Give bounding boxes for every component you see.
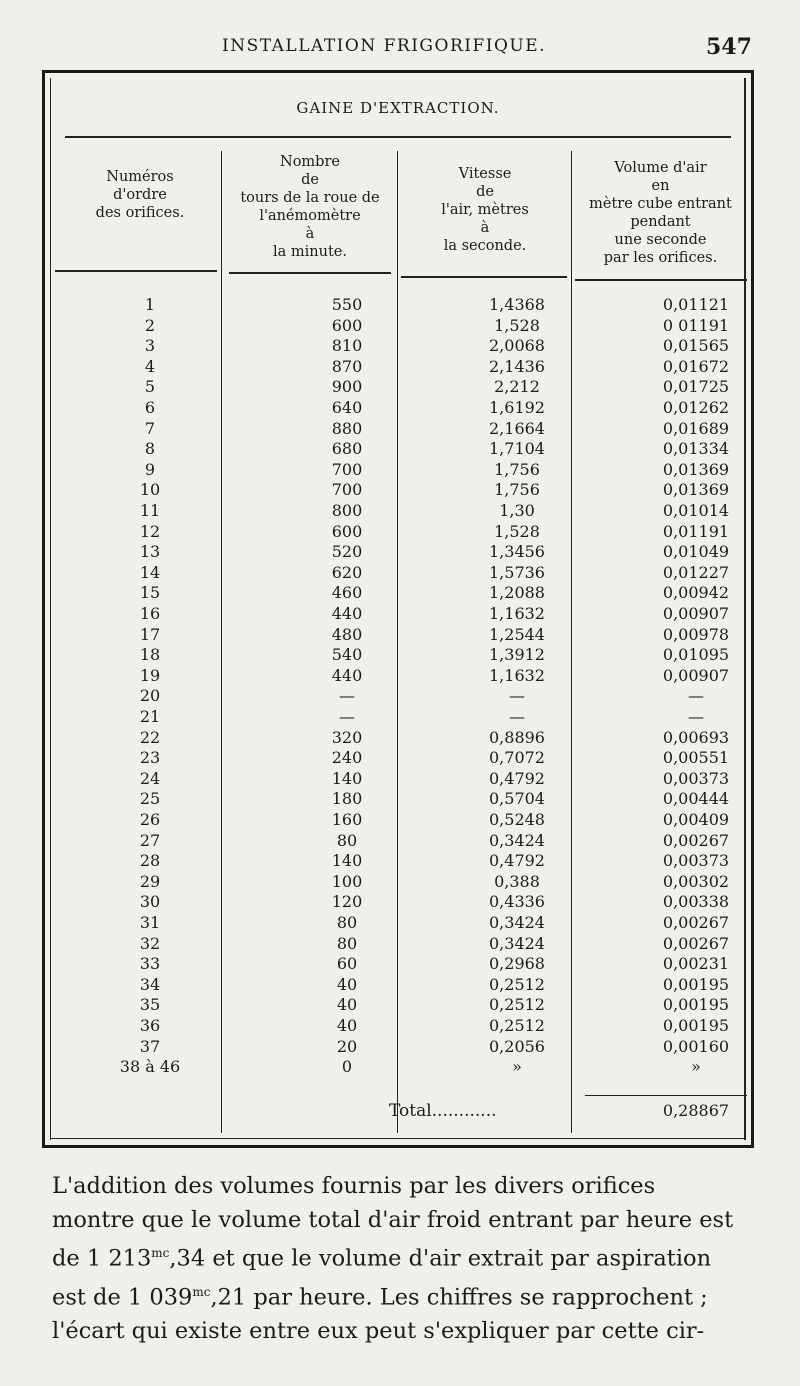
orifice-number-cell: 17 [139, 624, 161, 644]
body-line-text: de 1 213 [52, 1245, 152, 1272]
air-volume-cell: 0,00195 [662, 995, 730, 1015]
revolutions-cell: 480 [331, 624, 363, 644]
table-row [45, 625, 751, 646]
orifice-number-cell: 3 [144, 336, 156, 356]
air-speed-cell: 0,5704 [489, 789, 545, 809]
orifice-number-cell: 12 [139, 521, 161, 541]
table-row [45, 995, 751, 1016]
air-speed-cell: 0,3424 [489, 933, 545, 953]
revolutions-cell: 880 [331, 418, 363, 438]
air-speed-cell: 0,4792 [489, 851, 545, 871]
revolutions-cell: 80 [336, 913, 358, 932]
air-volume-cell: 0,01334 [662, 439, 730, 459]
revolutions-cell: 520 [331, 542, 363, 562]
air-speed-cell: 0,2512 [489, 1016, 545, 1035]
table-row [45, 377, 751, 398]
body-line-text: montre que le volume total d'air froid entrant par heure est [52, 1206, 734, 1233]
header-line: Numéros [106, 169, 174, 185]
air-speed-cell: 2,0068 [489, 336, 545, 356]
running-title: INSTALLATION FRIGORIFIQUE. [222, 36, 547, 56]
table-row [45, 563, 751, 584]
table-caption: GAINE D'EXTRACTION. [296, 99, 500, 117]
orifice-number-cell: 14 [139, 562, 161, 582]
air-speed-cell: 0,5248 [489, 810, 545, 829]
air-volume-cell: 0,01262 [662, 398, 730, 417]
table-row [45, 1037, 751, 1058]
table-row [45, 522, 751, 543]
revolutions-cell: 870 [331, 356, 363, 376]
orifice-number-cell: 21 [139, 707, 161, 726]
orifice-number-cell: 27 [139, 830, 161, 850]
air-speed-cell: 1,3912 [489, 645, 545, 665]
total-label: Total............ [389, 1101, 497, 1121]
revolutions-cell: 120 [331, 892, 363, 912]
table-row [45, 686, 751, 707]
revolutions-cell: 40 [336, 995, 358, 1015]
orifice-number-cell: 5 [144, 377, 156, 397]
table-row [45, 398, 751, 419]
air-volume-cell: 0,00907 [662, 604, 730, 623]
table-row [45, 583, 751, 604]
header-line: en [651, 178, 670, 194]
header-line: à [480, 220, 490, 236]
orifice-number-cell: 24 [139, 768, 161, 788]
air-speed-cell: 0,388 [494, 871, 540, 891]
air-speed-cell: 1,756 [494, 459, 540, 479]
air-volume-cell: 0,00195 [662, 1016, 730, 1035]
air-speed-cell: 1,3456 [489, 542, 545, 562]
orifice-number-cell: 20 [139, 686, 161, 706]
header-line: mètre cube entrant [589, 196, 732, 212]
orifice-number-cell: 36 [139, 1016, 161, 1035]
air-speed-cell: — [509, 686, 525, 706]
air-speed-cell: 1,528 [494, 315, 540, 335]
orifice-number-cell: 34 [139, 974, 161, 994]
air-volume-cell: 0,01049 [662, 542, 730, 562]
header-line: pendant [630, 214, 691, 230]
air-speed-cell: 0,2968 [489, 954, 545, 974]
revolutions-cell: 40 [336, 974, 358, 994]
air-speed-cell: 1,5736 [489, 562, 545, 582]
air-volume-cell: 0,00551 [662, 748, 730, 768]
orifice-number-cell: 13 [139, 542, 161, 562]
air-volume-cell: 0,01095 [662, 645, 730, 665]
table-row [45, 460, 751, 481]
body-line-text: ,21 par heure. Les chiffres se rapprochent ; [210, 1284, 708, 1311]
air-speed-cell: 0,4792 [489, 768, 545, 788]
revolutions-cell: 800 [331, 501, 363, 520]
air-volume-cell: 0,01565 [662, 336, 730, 356]
air-volume-cell: 0,01725 [662, 377, 730, 397]
air-volume-cell: 0,00267 [662, 933, 730, 953]
air-volume-cell: 0,00267 [662, 913, 730, 932]
orifice-number-cell: 23 [139, 748, 161, 768]
orifice-number-cell: 33 [139, 954, 161, 974]
revolutions-cell: 140 [331, 851, 363, 871]
table-row [45, 789, 751, 810]
revolutions-cell: 140 [331, 768, 363, 788]
header-line: des orifices. [95, 205, 185, 221]
table-row [45, 604, 751, 625]
body-line-text: l'écart qui existe entre eux peut s'expliquer par cette cir- [52, 1318, 705, 1344]
orifice-number-cell: 19 [139, 665, 161, 685]
table-row [45, 769, 751, 790]
revolutions-cell: 40 [336, 1016, 358, 1035]
revolutions-cell: 320 [331, 727, 363, 747]
revolutions-cell: 240 [331, 748, 363, 768]
table-row [45, 542, 751, 563]
revolutions-cell: 460 [331, 583, 363, 603]
revolutions-cell: 440 [331, 604, 363, 623]
header-line: Nombre [280, 154, 340, 170]
frame-rule-bottom [50, 1138, 746, 1139]
unit-superscript: mc [192, 1285, 211, 1299]
orifice-number-cell: 16 [139, 604, 161, 623]
body-line-text: L'addition des volumes fournis par les divers orifices [52, 1173, 656, 1199]
revolutions-cell: 60 [336, 954, 358, 974]
revolutions-cell: 440 [331, 665, 363, 685]
revolutions-cell: 700 [331, 480, 363, 500]
air-volume-cell: 0,00942 [662, 583, 730, 603]
data-table [42, 70, 754, 1148]
table-row [45, 954, 751, 975]
header-line: de [476, 184, 494, 200]
header-line: tours de la roue de [240, 190, 380, 206]
body-line [52, 1276, 762, 1315]
table-row [45, 316, 751, 337]
header-line: une seconde [614, 232, 707, 248]
air-speed-cell: 0,2512 [489, 974, 545, 994]
revolutions-cell: 680 [331, 439, 363, 459]
orifice-number-cell: 31 [139, 913, 161, 932]
revolutions-cell: — [339, 707, 355, 726]
table-row [45, 748, 751, 769]
table-row [45, 707, 751, 728]
table-row [45, 975, 751, 996]
air-volume-cell: 0,01672 [662, 356, 730, 376]
revolutions-cell: 700 [331, 459, 363, 479]
air-speed-cell: 0,3424 [489, 830, 545, 850]
table-row [45, 295, 751, 316]
air-volume-cell: 0,01014 [662, 501, 730, 520]
orifice-number-cell: 8 [144, 439, 156, 459]
air-volume-cell: 0,01689 [662, 418, 730, 438]
air-speed-cell: 1,2544 [489, 624, 545, 644]
air-speed-cell: 1,528 [494, 521, 540, 541]
revolutions-cell: 0 [341, 1057, 353, 1077]
orifice-number-cell: 25 [139, 789, 161, 809]
body-line-text: ,34 et que le volume d'air extrait par aspiration [169, 1245, 712, 1272]
air-speed-cell: 2,1664 [489, 418, 545, 438]
table-row [45, 831, 751, 852]
header-revolutions [225, 153, 395, 261]
air-speed-cell: 0,8896 [489, 727, 545, 747]
orifice-number-cell: 28 [139, 851, 161, 871]
orifice-number-cell: 30 [139, 892, 161, 912]
revolutions-cell: 600 [331, 521, 363, 541]
air-volume-cell: 0,00195 [662, 974, 730, 994]
air-volume-cell: » [691, 1057, 701, 1077]
total-rule [585, 1095, 747, 1096]
header-line: par les orifices. [603, 250, 718, 266]
air-speed-cell: 1,756 [494, 480, 540, 500]
table-row [45, 1016, 751, 1037]
revolutions-cell: 810 [331, 336, 363, 356]
body-line [52, 1170, 762, 1204]
revolutions-cell: 550 [331, 295, 363, 314]
table-row [45, 439, 751, 460]
air-volume-cell: 0,01191 [662, 521, 730, 541]
orifice-number-cell: 18 [139, 645, 161, 665]
revolutions-cell: 640 [331, 398, 363, 417]
revolutions-cell: 80 [336, 830, 358, 850]
orifice-number-cell: 9 [144, 459, 156, 479]
table-row [45, 666, 751, 687]
body-line [52, 1315, 762, 1349]
air-volume-cell: 0,00444 [662, 789, 730, 809]
air-speed-cell: — [509, 707, 525, 726]
header-line: de [301, 172, 319, 188]
air-volume-cell: 0,00302 [662, 871, 730, 891]
header-rule [229, 272, 391, 274]
air-speed-cell: 2,1436 [489, 356, 545, 376]
air-volume-cell: 0,00267 [662, 830, 730, 850]
orifice-number-cell: 10 [139, 480, 161, 500]
orifice-number-cell: 15 [139, 583, 161, 603]
orifice-number-cell: 35 [139, 995, 161, 1015]
body-line-text: est de 1 039 [52, 1284, 193, 1311]
revolutions-cell: 900 [331, 377, 363, 397]
orifice-number-cell: 4 [144, 356, 156, 376]
air-speed-cell: » [512, 1057, 522, 1077]
orifice-number-cell: 32 [139, 933, 161, 953]
revolutions-cell: 600 [331, 315, 363, 335]
orifice-number-cell: 29 [139, 871, 161, 891]
air-speed-cell: 1,6192 [489, 398, 545, 417]
air-volume-cell: 0,00160 [662, 1036, 730, 1056]
air-volume-cell: 0,00338 [662, 892, 730, 912]
air-volume-cell: 0,00693 [662, 727, 730, 747]
header-air-speed [401, 165, 569, 255]
revolutions-cell: 20 [336, 1036, 358, 1056]
header-line: l'anémomètre [259, 208, 361, 224]
table-row [45, 913, 751, 934]
body-paragraph [52, 1170, 762, 1349]
air-speed-cell: 0,2056 [489, 1036, 545, 1056]
air-volume-cell: 0,00409 [662, 810, 730, 829]
air-speed-cell: 1,2088 [489, 583, 545, 603]
air-volume-cell: 0,00373 [662, 768, 730, 788]
revolutions-cell: — [339, 686, 355, 706]
unit-superscript: mc [151, 1246, 170, 1260]
table-row [45, 501, 751, 522]
orifice-number-cell: 22 [139, 727, 161, 747]
header-line: l'air, mètres [441, 202, 529, 218]
running-head [0, 36, 800, 66]
header-line: la seconde. [443, 238, 527, 254]
air-speed-cell: 2,212 [494, 377, 540, 397]
air-volume-cell: — [688, 686, 704, 706]
air-speed-cell: 0,2512 [489, 995, 545, 1015]
table-row [45, 336, 751, 357]
orifice-number-cell: 2 [144, 315, 156, 335]
orifice-number-cell: 7 [144, 418, 156, 438]
orifice-number-cell: 26 [139, 810, 161, 829]
header-rule [575, 279, 747, 281]
air-speed-cell: 1,30 [499, 501, 535, 520]
air-volume-cell: — [688, 707, 704, 726]
air-speed-cell: 1,1632 [489, 604, 545, 623]
table-row [45, 810, 751, 831]
air-speed-cell: 1,4368 [489, 295, 545, 314]
header-rule [55, 270, 217, 272]
revolutions-cell: 80 [336, 933, 358, 953]
header-line: d'ordre [113, 187, 167, 203]
header-line: la minute. [273, 244, 347, 260]
header-line: Vitesse [458, 166, 512, 182]
air-speed-cell: 0,3424 [489, 913, 545, 932]
air-volume-cell: 0,00373 [662, 851, 730, 871]
page-number: 547 [706, 34, 752, 60]
air-volume-cell: 0,01227 [662, 562, 730, 582]
header-orifice-number [65, 168, 215, 222]
table-row [45, 851, 751, 872]
header-rule [401, 276, 567, 278]
table-row [45, 357, 751, 378]
revolutions-cell: 100 [331, 871, 363, 891]
air-volume-cell: 0,01369 [662, 459, 730, 479]
air-volume-cell: 0,00978 [662, 624, 730, 644]
orifice-number-cell: 38 à 46 [119, 1057, 181, 1077]
caption-rule [65, 136, 731, 138]
air-speed-cell: 0,4336 [489, 892, 545, 912]
air-volume-cell: 0,01369 [662, 480, 730, 500]
header-line: Volume d'air [614, 160, 707, 176]
air-volume-cell: 0,00231 [662, 954, 730, 974]
table-row [45, 872, 751, 893]
table-row [45, 934, 751, 955]
orifice-number-cell: 11 [139, 501, 161, 520]
revolutions-cell: 160 [331, 810, 363, 829]
revolutions-cell: 540 [331, 645, 363, 665]
air-speed-cell: 1,1632 [489, 665, 545, 685]
orifice-number-cell: 1 [144, 295, 156, 314]
orifice-number-cell: 37 [139, 1036, 161, 1056]
air-volume-cell: 0,01121 [662, 295, 730, 314]
table-row [45, 419, 751, 440]
table-row [45, 892, 751, 913]
table-row [45, 728, 751, 749]
body-line [52, 1204, 762, 1238]
table-row [45, 1057, 751, 1078]
air-volume-cell: 0,00907 [662, 665, 730, 685]
air-speed-cell: 0,7072 [489, 748, 545, 768]
header-air-volume [573, 159, 748, 267]
header-line: à [305, 226, 315, 242]
air-volume-cell: 0 01191 [662, 315, 730, 335]
revolutions-cell: 180 [331, 789, 363, 809]
body-line [52, 1237, 762, 1276]
total-value: 0,28867 [662, 1101, 730, 1120]
orifice-number-cell: 6 [144, 398, 156, 417]
table-row [45, 480, 751, 501]
table-row [45, 645, 751, 666]
revolutions-cell: 620 [331, 562, 363, 582]
air-speed-cell: 1,7104 [489, 439, 545, 459]
